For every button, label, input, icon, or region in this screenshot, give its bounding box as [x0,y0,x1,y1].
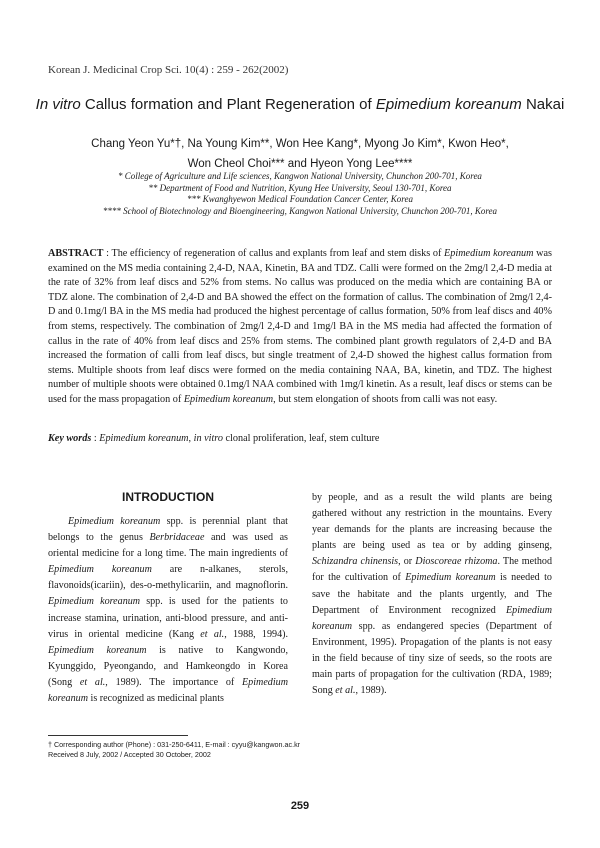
left-species-3: Epimedium koreanum [48,564,152,576]
left-species-8: Epimedium koreanum [48,676,288,705]
left-etal-1: et al. [200,628,225,640]
abstract-label: ABSTRACT [48,248,104,259]
left-text-2: and was used as oriental medicine for a long time. The main ingredients of [48,532,288,560]
title-species: Epimedium koreanum [375,96,522,113]
affiliation-3: *** Kwanghyewon Medical Foundation Cancer Center, Korea [187,194,413,205]
title-in-vitro: In vitro [35,96,81,113]
affiliation-4: **** School of Biotechnology and Bioengineering, Kangwon National University, Chunchon 200-701, Korea [102,206,498,217]
right-text-1: by people, and as a result the wild plants are being gathered without any restriction in the mountains. Every year demands for the plants are increasing because the plants are being used as tea or by adding ginseng, [312,492,552,552]
author-line-1: Chang Yeon Yu*†, Na Young Kim**, Won Hee Kang*, Myong Jo Kim*, Kwon Heo*, [91,138,509,150]
left-text-8: is recognized as medicinal plants [88,693,224,705]
keywords-label: Key words [48,433,92,444]
title-main: Callus formation and Plant Regeneration of [80,96,376,113]
left-species-2: Berbridaceae [149,532,205,544]
section-heading-introduction: INTRODUCTION [122,490,214,504]
keywords-sep-2: , [188,433,194,444]
abstract-text-2: was examined on the MS media containing 2,4-D, NAA, Kinetin, BA and TDZ. Calli were formed on the 2mg/l 2,4-D media at the rate of 32% from leaf discs and 52% from stems. No callus was produced on the media which are containing BA or TDZ alone. The combination of 2,4-D and BA showed the effect on the formation of callus. The combination of 2mg/l 2,4-D and 0.1mg/l BA in the MS media had produced the highest percentage of callus formation, 50% from leaf discs and 40% from stems, respectively. The combination of 2mg/l 2,4-D and 1mg/l BA in the MS media had affected the formation of callus in the rate of 40% from leaf discs and 25% from stems. The combined plant growth regulators of 2,4-D and BA increased the formation of calli from leaf discs, but single treatment of 2,4-D showed the highest callus formation from stems. Multiple shoots from leaf discs were formed on the media containing NAA, BA, kinetin, and TDZ. The highest number of multiple shoots were obtained 0.1mg/l NAA combined with 1mg/l kinetin. As a result, leaf discs or stems can be used for the mass propagation of [48,248,553,405]
affiliation-1: * College of Agriculture and Life sciences, Kangwon National University, Chunchon 200-701, Korea [118,171,482,181]
paper-title [20,96,580,113]
right-text-3: . The method for the cultivation of [312,556,553,584]
right-species-2: Dioscoreae rhizoma [415,556,498,568]
left-species-4: Epimedium koreanum [48,596,141,608]
right-species-1: Schizandra chinensis [312,556,399,568]
keywords-rest: clonal proliferation, leaf, stem culture [222,433,380,444]
left-text-4: spp. is used for the patients to increase stamina, urination, anti-blood pressure, and anti-virus in oriental medicine (Kang [48,596,288,640]
keyword-1: Epimedium koreanum [99,433,189,444]
journal-reference: Korean J. Medicinal Crop Sci. 10(4) : 259 - 262(2002) [48,64,289,76]
intro-left-column [48,514,288,707]
affiliation-2: ** Department of Food and Nutrition, Kyung Hee University, Seoul 130-701, Korea [148,182,452,193]
footnote-corresponding: † Corresponding author (Phone) : 031-250-6411, E-mail : cyyu@kangwon.ac.kr [48,740,301,749]
title-end: Nakai [521,96,565,113]
left-text-3: are n-alkanes, sterols, flavonoids(icariin), des-o-methylicariin, and magnoflorin. [48,564,288,592]
footnote-divider [48,735,188,736]
abstract-species-1: Epimedium koreanum [444,248,534,259]
right-text-2: , or [398,556,416,568]
affiliations [40,171,560,218]
left-species-6: Epimedium koreanum [48,644,147,656]
footnotes [48,740,448,760]
abstract-text-3: , but stem elongation of shoots from calli was not easy. [273,393,498,405]
author-line-2: Won Cheol Choi*** and Hyeon Yong Lee**** [187,158,413,170]
right-species-3: Epimedium koreanum [405,572,496,584]
right-etal-1: et al. [335,685,356,697]
left-species-1: Epimedium koreanum [68,516,161,527]
left-text-1: spp. is perennial plant that belongs to the genus [48,516,288,544]
author-list [30,134,570,174]
page-number: 259 [290,800,310,812]
footnote-received: Received 8 July, 2002 / Accepted 30 October, 2002 [48,750,211,759]
right-text-5: spp. as endangered species (Department of Environment, 1995). Propagation of the plants is not easy in the field because of tiny size of seeds, so the roots are main parts of propagation for the cultivation (RDA, 1989; Song [312,620,552,697]
abstract-species-2: Epimedium koreanum [183,393,274,405]
abstract [48,247,552,408]
right-text-6: , 1989). [355,685,387,697]
right-species-4: Epimedium koreanum [312,604,552,632]
left-text-6: is native to Kangwondo, Kyunggido, Pyeongando, and Hamkeongdo in Korea (Song [48,644,288,688]
keywords [48,433,552,444]
left-text-7: , 1989). The importance of [105,676,243,688]
intro-right-column [312,490,552,699]
left-etal-2: et al. [79,676,106,688]
right-text-4: is needed to save the habitate and the plants urgently, and The Department of Environment recognized [312,572,552,616]
keywords-sep: : [91,433,100,444]
keyword-2: in vitro [193,433,223,444]
abstract-text-1: : The efficiency of regeneration of callus and explants from leaf and stem disks of [103,248,445,259]
left-text-5: , 1988, 1994). [224,628,288,640]
